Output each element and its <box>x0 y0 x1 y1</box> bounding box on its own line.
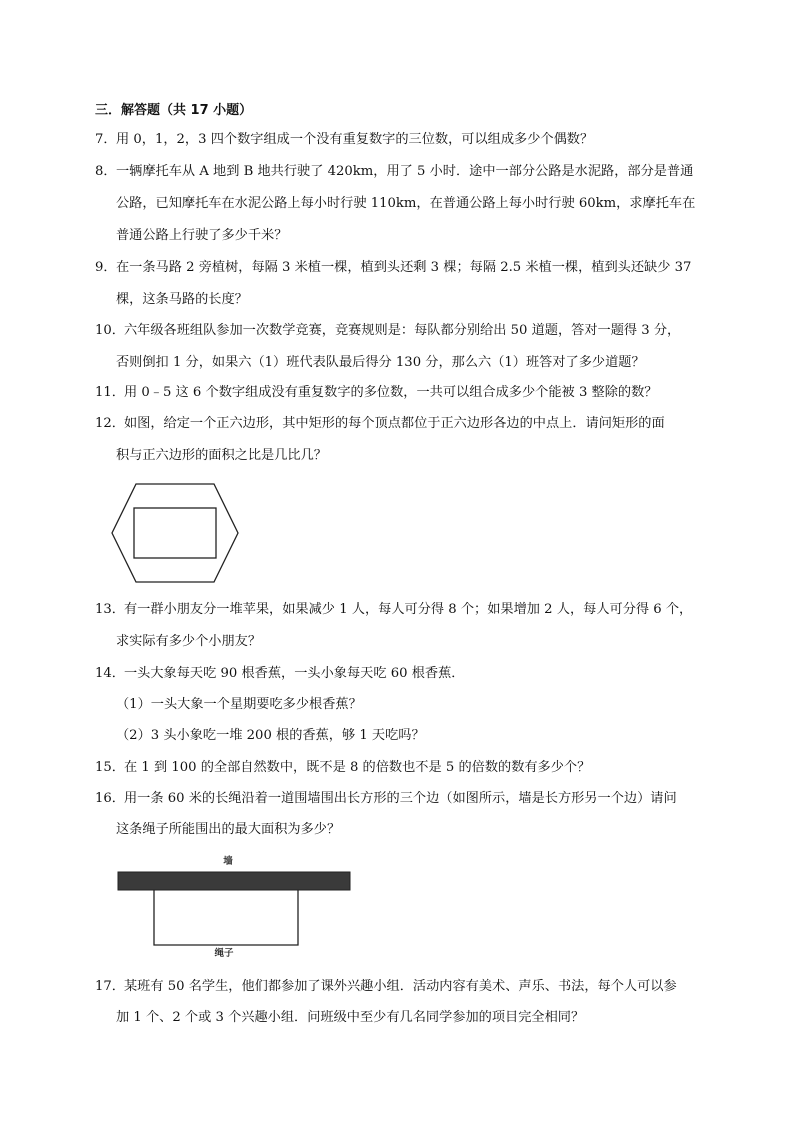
question-7-text: 用 0，1，2，3 四个数字组成一个没有重复数字的三位数，可以组成多少个偶数？ <box>116 132 594 147</box>
regular-hexagon <box>112 484 238 582</box>
question-8-line-3: 普通公路上行驶了多少千米？ <box>116 228 288 243</box>
question-13-line-2: 求实际有多少个小朋友？ <box>116 634 262 649</box>
question-17-line-2: 加 1 个、2 个或 3 个兴趣小组．问班级中至少有几名同学参加的项目完全相同？ <box>116 1010 585 1025</box>
question-11-text: 用 0﹣5 这 6 个数字组成没有重复数字的多位数，一共可以组合成多少个能被 3 整除的数？ <box>124 385 658 400</box>
question-16-number: 16． <box>95 791 125 806</box>
question-10-line-1: 六年级各班组队参加一次数学竞赛，竞赛规则是：每队都分别给出 50 道题，答对一题得 3 分， <box>124 323 681 338</box>
wall <box>118 872 350 890</box>
wall-label: 墙 <box>223 856 233 867</box>
wall-rope-figure <box>112 852 357 962</box>
question-7-number: 7． <box>95 132 117 147</box>
question-10-line-2: 否则倒扣 1 分，如果六（1）班代表队最后得分 130 分，那么六（1）班答对了多少道题？ <box>116 355 645 370</box>
question-15-text: 在 1 到 100 的全部自然数中，既不是 8 的倍数也不是 5 的倍数的数有多少个？ <box>124 760 591 775</box>
question-9-line-1: 在一条马路 2 旁植树，每隔 3 米植一棵，植到头还剩 3 棵；每隔 2.5 米植一棵，植到头还缺少 37 <box>116 260 692 275</box>
inscribed-rectangle <box>134 508 216 558</box>
rope-label: 绳子 <box>214 948 234 959</box>
question-14-number: 14． <box>95 666 125 681</box>
section-title: 三．解答题（共 17 小题） <box>95 103 253 118</box>
question-16-line-2: 这条绳子所能围出的最大面积为多少？ <box>116 822 341 837</box>
question-9-number: 9． <box>95 260 117 275</box>
question-12-line-2: 积与正六边形的面积之比是几比几？ <box>116 448 327 463</box>
rope <box>154 890 298 945</box>
question-10-number: 10． <box>95 323 125 338</box>
question-14-part-2: （2）3 头小象吃一堆 200 根的香蕉，够 1 天吃吗？ <box>116 728 425 743</box>
question-8-line-2: 公路，已知摩托车在水泥公路上每小时行驶 110km，在普通公路上每小时行驶 60km，求摩托车在 <box>116 196 696 211</box>
question-9-line-2: 棵，这条马路的长度？ <box>116 292 248 307</box>
question-17-line-1: 某班有 50 名学生，他们都参加了课外兴趣小组．活动内容有美术、声乐、书法，每个人可以参 <box>124 979 677 994</box>
question-8-number: 8． <box>95 164 117 179</box>
question-8-line-1: 一辆摩托车从 A 地到 B 地共行驶了 420km，用了 5 小时．途中一部分公路是水泥路，部分是普通 <box>116 164 694 179</box>
question-13-line-1: 有一群小朋友分一堆苹果，如果减少 1 人，每人可分得 8 个；如果增加 2 人，每人可分得 6 个， <box>124 602 693 617</box>
question-17-number: 17． <box>95 979 125 994</box>
question-11-number: 11． <box>95 385 125 400</box>
question-12-number: 12． <box>95 416 125 431</box>
hexagon-rectangle-figure <box>110 482 240 586</box>
question-14-line-1: 一头大象每天吃 90 根香蕉，一头小象每天吃 60 根香蕉． <box>124 666 465 681</box>
question-14-part-1: （1）一头大象一个星期要吃多少根香蕉？ <box>116 697 362 712</box>
question-15-number: 15． <box>95 760 125 775</box>
question-16-line-1: 用一条 60 米的长绳沿着一道围墙围出长方形的三个边（如图所示，墙是长方形另一个边）请问 <box>124 791 677 806</box>
question-12-line-1: 如图，给定一个正六边形，其中矩形的每个顶点都位于正六边形各边的中点上．请问矩形的面 <box>124 416 665 431</box>
question-13-number: 13． <box>95 602 125 617</box>
